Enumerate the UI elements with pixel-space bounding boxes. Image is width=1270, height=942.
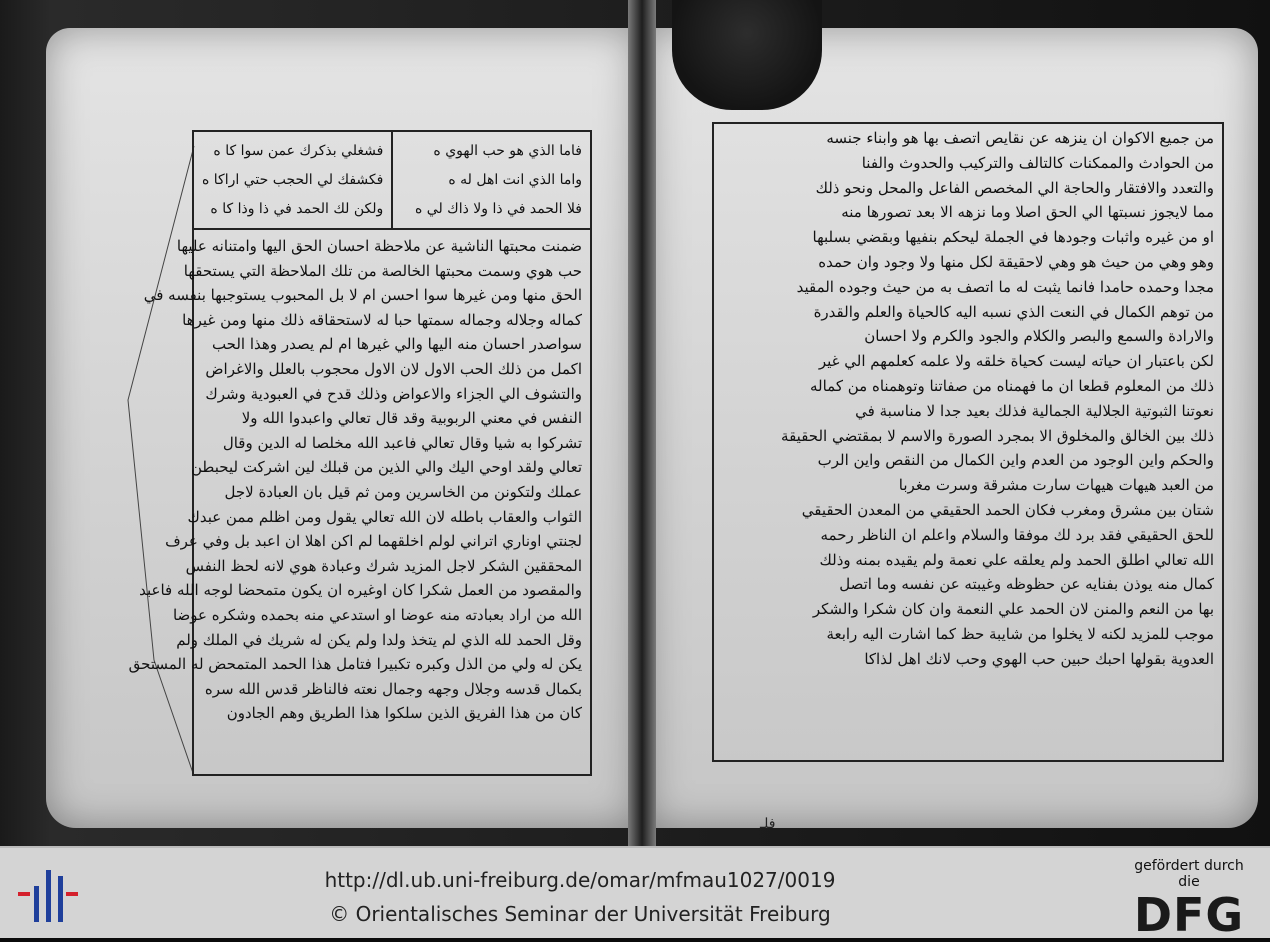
text-line: وقل الحمد لله الذي لم يتخذ ولدا ولم يكن له شريك في الملك ولم <box>176 630 582 649</box>
text-line: العدوية بقولها احبك حبين حب الهوي وحب لانك اهل لذاكا <box>864 649 1214 668</box>
text-line: المحققين الشكر لاجل المزيد شرك وعبادة هوي لانه لحظ النفس <box>185 556 582 575</box>
text-line: تشركوا به شيا وقال تعالي فاعبد الله مخلصا له الدين وقال <box>222 433 582 452</box>
text-line: الله تعالي اطلق الحمد ولم يعلقه علي نعمة ولم يقيده بمنه وذلك <box>819 550 1214 569</box>
text-line: او من غيره واثبات وجودها في الجملة ليحكم بنفيها وبقضي بسلبها <box>812 228 1214 247</box>
verse-line: واما الذي انت اهل له ه <box>448 171 582 188</box>
dfg-caption: gefördert durch die <box>1134 858 1244 890</box>
verse-block <box>194 132 590 230</box>
text-line: الثواب والعقاب باطله لان الله تعالي يقول ومن اظلم ممن عبدك <box>187 507 582 526</box>
text-line: مجدا وحمده حامدا فانما يثبت له ما اتصف به من حيث وجوده المقيد <box>796 277 1214 296</box>
text-line: والتعدد والافتقار والحاجة الي المخصص الفاعل والمحل ونحو ذلك <box>815 178 1214 197</box>
right-page-body <box>714 124 1222 672</box>
text-line: مما لايجوز نسبتها الي الحق اصلا وما نزهه الا بعد تصورها منه <box>841 203 1214 222</box>
verse-column-left <box>194 132 393 228</box>
text-line: والمقصود من العمل شكرا كان اوغيره ان يكون متمحضا لوجه الله فاعبد <box>139 581 582 600</box>
text-line: حب هوي وسمت محبتها الخالصة من تلك الملاحظة التي يستحقها <box>183 261 582 280</box>
verse-line: فلا الحمد في ذا ولا ذاك لي ه <box>415 201 582 218</box>
text-line: من جميع الاكوان ان ينزهه عن نقايص اتصف بها هو وابناء جنسه <box>826 129 1214 147</box>
text-line: لجنتي اوناري اتراني لولم اخلقهما لم اكن اهلا ان اعبد بل وفي عرف <box>165 532 582 551</box>
footer-bar <box>0 846 1270 942</box>
text-line: الحق منها ومن غيرها سوا احسن ام لا بل المحبوب يستوجبها بنفسه في <box>143 286 582 305</box>
text-line: للحق الحقيقي فقد برد لك موفقا والسلام واعلم ان الناظر رحمه <box>820 525 1214 544</box>
text-line: من العبد هيهات هيهات سارت مشرقة وسرت مغربا <box>898 476 1214 495</box>
text-line: لكن باعتبار ان حياته ليست كحياة خلقه ولا علمه كعلمهم الي غير <box>818 352 1214 371</box>
dfg-wordmark: DFG <box>1133 888 1245 942</box>
text-line: بها من النعم والمنن لان الحمد علي النعمة وان كان شكرا والشكر <box>812 600 1214 619</box>
text-line: ذلك بين الخالق والمخلوق الا بمجرد الصورة والاسم لا بمقتضي الحقيقة <box>781 426 1214 445</box>
text-line: عملك ولتكونن من الخاسرين ومن ثم قيل بان العبادة لاجل <box>224 482 582 501</box>
book-gutter <box>628 0 656 846</box>
verse-line: فشغلي بذكرك عمن سوا كا ه <box>213 142 384 159</box>
left-text-frame <box>128 130 592 776</box>
verse-line: فاما الذي هو حب الهوي ه <box>433 142 582 159</box>
university-library-logo <box>16 862 80 926</box>
text-line: الله من اراد بعبادته منه عوضا او استدعي منه بحمده وشكره عوضا <box>172 605 582 624</box>
text-line: والتشوف الي الجزاء والاعواض وذلك قدح في العبودية وشرك <box>205 384 582 403</box>
thumb-shadow <box>672 0 822 110</box>
text-line: النفس في معني الربوبية وقد قال تعالي واعبدوا الله ولا <box>241 409 582 428</box>
text-line: نعوتنا الثبوتية الجلالية الجمالية فذلك بعيد جدا لا مناسبة في <box>855 401 1214 420</box>
text-line: كان من هذا الفريق الذين سلكوا هذا الطريق وهم الجادون <box>226 704 582 723</box>
right-text-frame <box>712 122 1224 762</box>
permalink-url[interactable]: http://dl.ub.uni-freiburg.de/omar/mfmau1027/0019 <box>324 868 836 892</box>
text-line: شتان بين مشرق ومغرب فكان الحمد الحقيقي من المعدن الحقيقي <box>801 500 1214 519</box>
text-line: والارادة والسمع والبصر والكلام والجود والكرم ولا احسان <box>864 327 1214 346</box>
text-line: كمال منه يوذن بفنايه عن حظوظه وغيبته عن نفسه وما اتصل <box>839 575 1214 594</box>
dfg-logo <box>1122 858 1256 940</box>
catchword: فلـ <box>760 816 776 832</box>
verse-line: ولكن لك الحمد في ذا وذا كا ه <box>210 201 384 218</box>
text-line: والحكم واين الوجود من العدم واين الكمال من النقص واين الرب <box>817 451 1214 470</box>
text-line: اكمل من ذلك الحب الاول لان الاول محجوب بالعلل والاغراض <box>205 359 582 378</box>
text-line: سواصدر احسان منه اليها والي غيرها ام لم يصدر وهذا الحب <box>211 335 582 354</box>
text-line: تعالي ولقد اوحي اليك والي الذين من قبلك لين اشركت ليحبطن <box>191 458 582 477</box>
text-line: ضمنت محبتها الناشية عن ملاحظة احسان الحق اليها وامتنانه عليها <box>176 237 582 255</box>
verse-column-right <box>393 132 590 228</box>
text-line: ذلك من المعلوم قطعا ان ما فهمناه من صفاتنا وتوهمناه من كماله <box>810 376 1214 395</box>
left-page-body <box>128 230 590 726</box>
text-line: يكن له ولي من الذل وكبره تكبيرا فتامل هذا الحمد المتمحض له المستحق <box>128 655 582 674</box>
verse-line: فكشفك لي الحجب حتي اراكا ه <box>202 171 384 188</box>
text-line: من توهم الكمال في النعت الذي نسبه اليه كالحياة والعلم والقدرة <box>813 302 1214 321</box>
text-line: كماله وجلاله وجماله سمتها حبا له لاستحقاقه ذلك منها ومن غيرها <box>182 310 582 329</box>
text-line: من الحوادث والممكنات كالتالف والتركيب والحدوث والفنا <box>861 153 1214 172</box>
copyright-notice: © Orientalisches Seminar der Universität Freiburg <box>329 902 831 926</box>
text-line: بكمال قدسه وجلال وجهه وجمال نعته فالناظر قدس الله سره <box>204 679 582 698</box>
text-line: موجب للمزيد لكنه لا يخلوا من شايبة حظ كما اشارت اليه رابعة <box>826 624 1214 643</box>
text-line: وهو وهي من حيث هو وهي لاحقيقة لكل منها ولا وجود وان حمده <box>818 252 1214 271</box>
